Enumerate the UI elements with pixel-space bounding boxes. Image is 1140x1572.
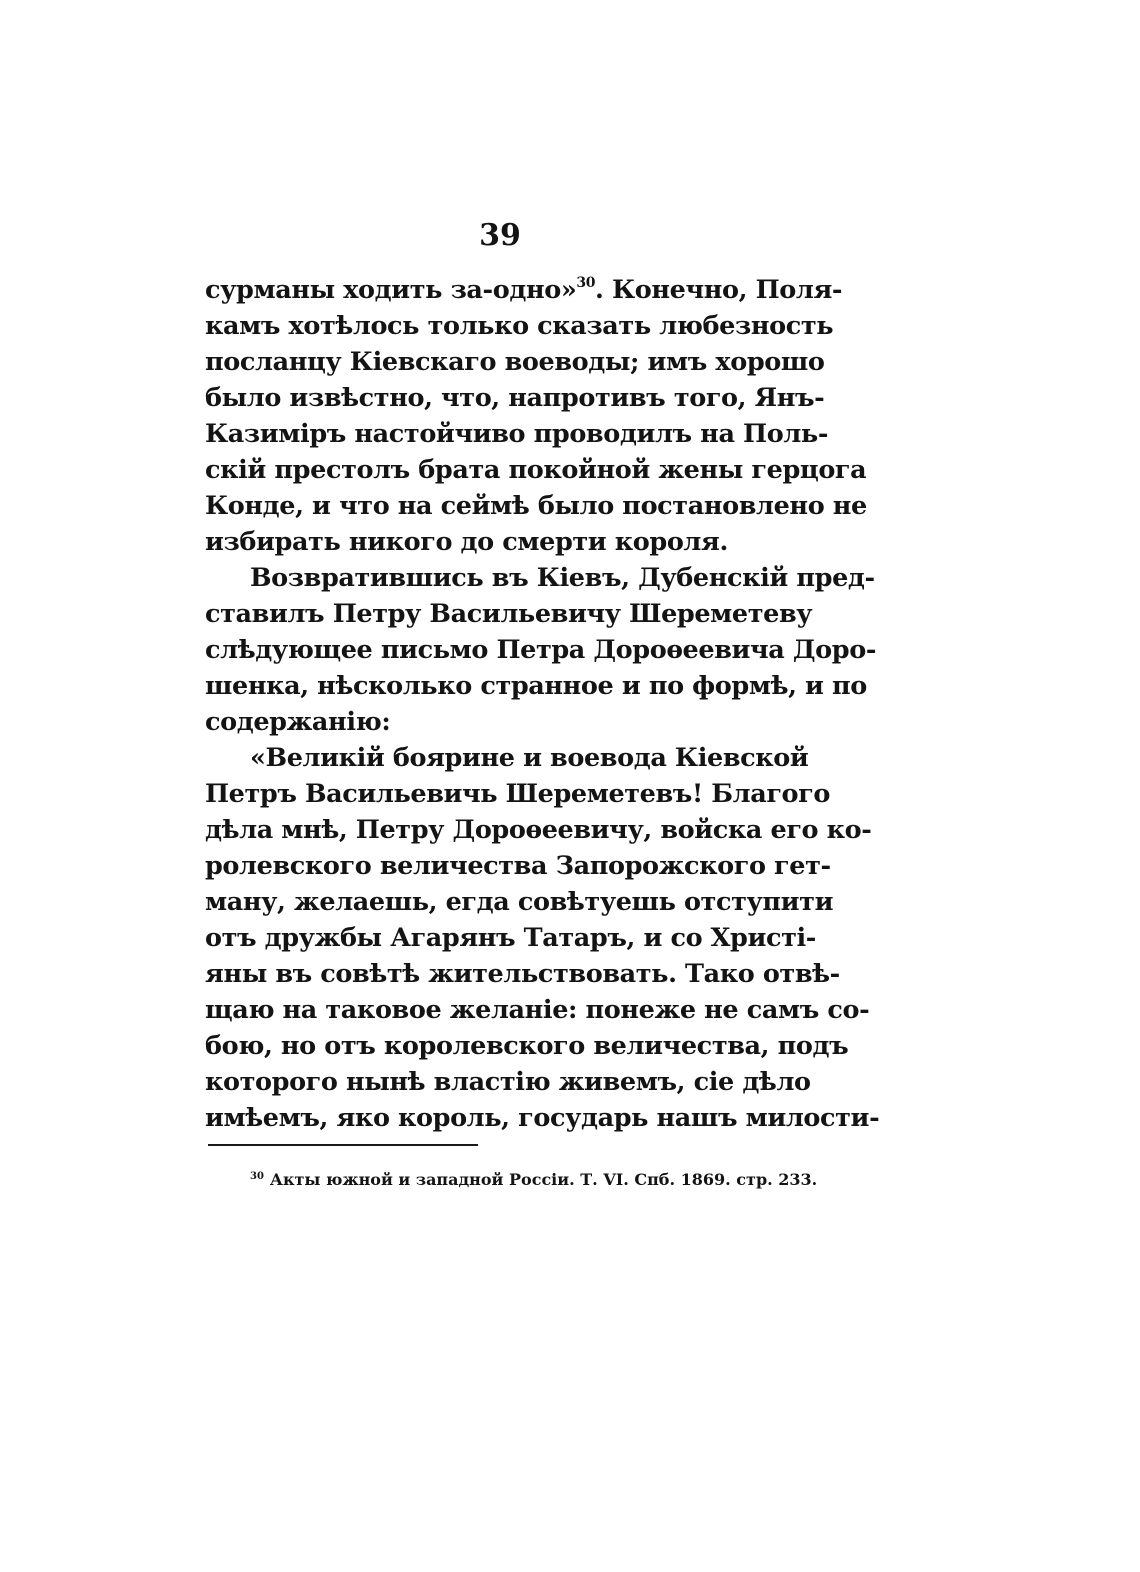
body-line-12: шенка, нѣсколько странное и по формѣ, и по <box>205 671 867 701</box>
body-line-24: имѣемъ, яко король, государь нашъ милости- <box>205 1103 880 1133</box>
body-line-18: ману, желаешь, егда совѣтуешь отступити <box>205 887 834 917</box>
body-line-1-text: сурманы ходить за-одно» <box>205 275 577 305</box>
footnote-mark: 30 <box>250 1171 264 1182</box>
body-line-22: бою, но отъ королевского величества, подъ <box>205 1031 849 1061</box>
body-line-23: которого нынѣ властію живемъ, сіе дѣло <box>205 1067 811 1097</box>
body-line-16: дѣла мнѣ, Петру Дороѳеевичу, войска его ко- <box>205 815 872 845</box>
body-line-4: было извѣстно, что, напротивъ того, Янъ- <box>205 383 825 413</box>
body-line-9: Возвратившись въ Кіевъ, Дубенскій пред- <box>250 563 875 593</box>
body-line-21: щаю на таковое желаніе: понеже не самъ со- <box>205 995 870 1025</box>
body-line-3: посланцу Кіевскаго воеводы; имъ хорошо <box>205 347 825 377</box>
body-line-10: ставилъ Петру Васильевичу Шереметеву <box>205 599 813 629</box>
body-line-11: слѣдующее письмо Петра Дороѳеевича Доро- <box>205 635 877 665</box>
body-line-14: «Великій боярине и воевода Кіевской <box>250 743 809 773</box>
footnote-separator <box>208 1144 478 1146</box>
body-line-8: избирать никого до смерти короля. <box>205 527 728 557</box>
body-line-2: камъ хотѣлось только сказать любезность <box>205 311 834 341</box>
body-line-5: Казиміръ настойчиво проводилъ на Поль- <box>205 419 829 449</box>
body-line-17: ролевского величества Запорожского гет- <box>205 851 831 881</box>
footnote <box>250 1167 818 1193</box>
footnote-reference: 30 <box>576 275 596 291</box>
body-line-19: отъ дружбы Агарянъ Татаръ, и со Христі- <box>205 923 816 953</box>
body-line-1 <box>205 272 843 308</box>
body-line-15: Петръ Васильевичь Шереметевъ! Благого <box>205 779 831 809</box>
body-line-13: содержанію: <box>205 707 391 737</box>
footnote-text: Акты южной и западной Россіи. Т. VI. Спб. 1869. стр. 233. <box>269 1170 818 1189</box>
page-number-text: 39 <box>479 218 521 253</box>
body-line-1-tail: . Конечно, Поля- <box>595 275 843 305</box>
body-line-6: скій престолъ брата покойной жены герцога <box>205 455 867 485</box>
page-number <box>0 218 1000 254</box>
body-line-7: Конде, и что на сеймѣ было постановлено не <box>205 491 867 521</box>
body-line-20: яны въ совѣтѣ жительствовать. Тако отвѣ- <box>205 959 840 989</box>
